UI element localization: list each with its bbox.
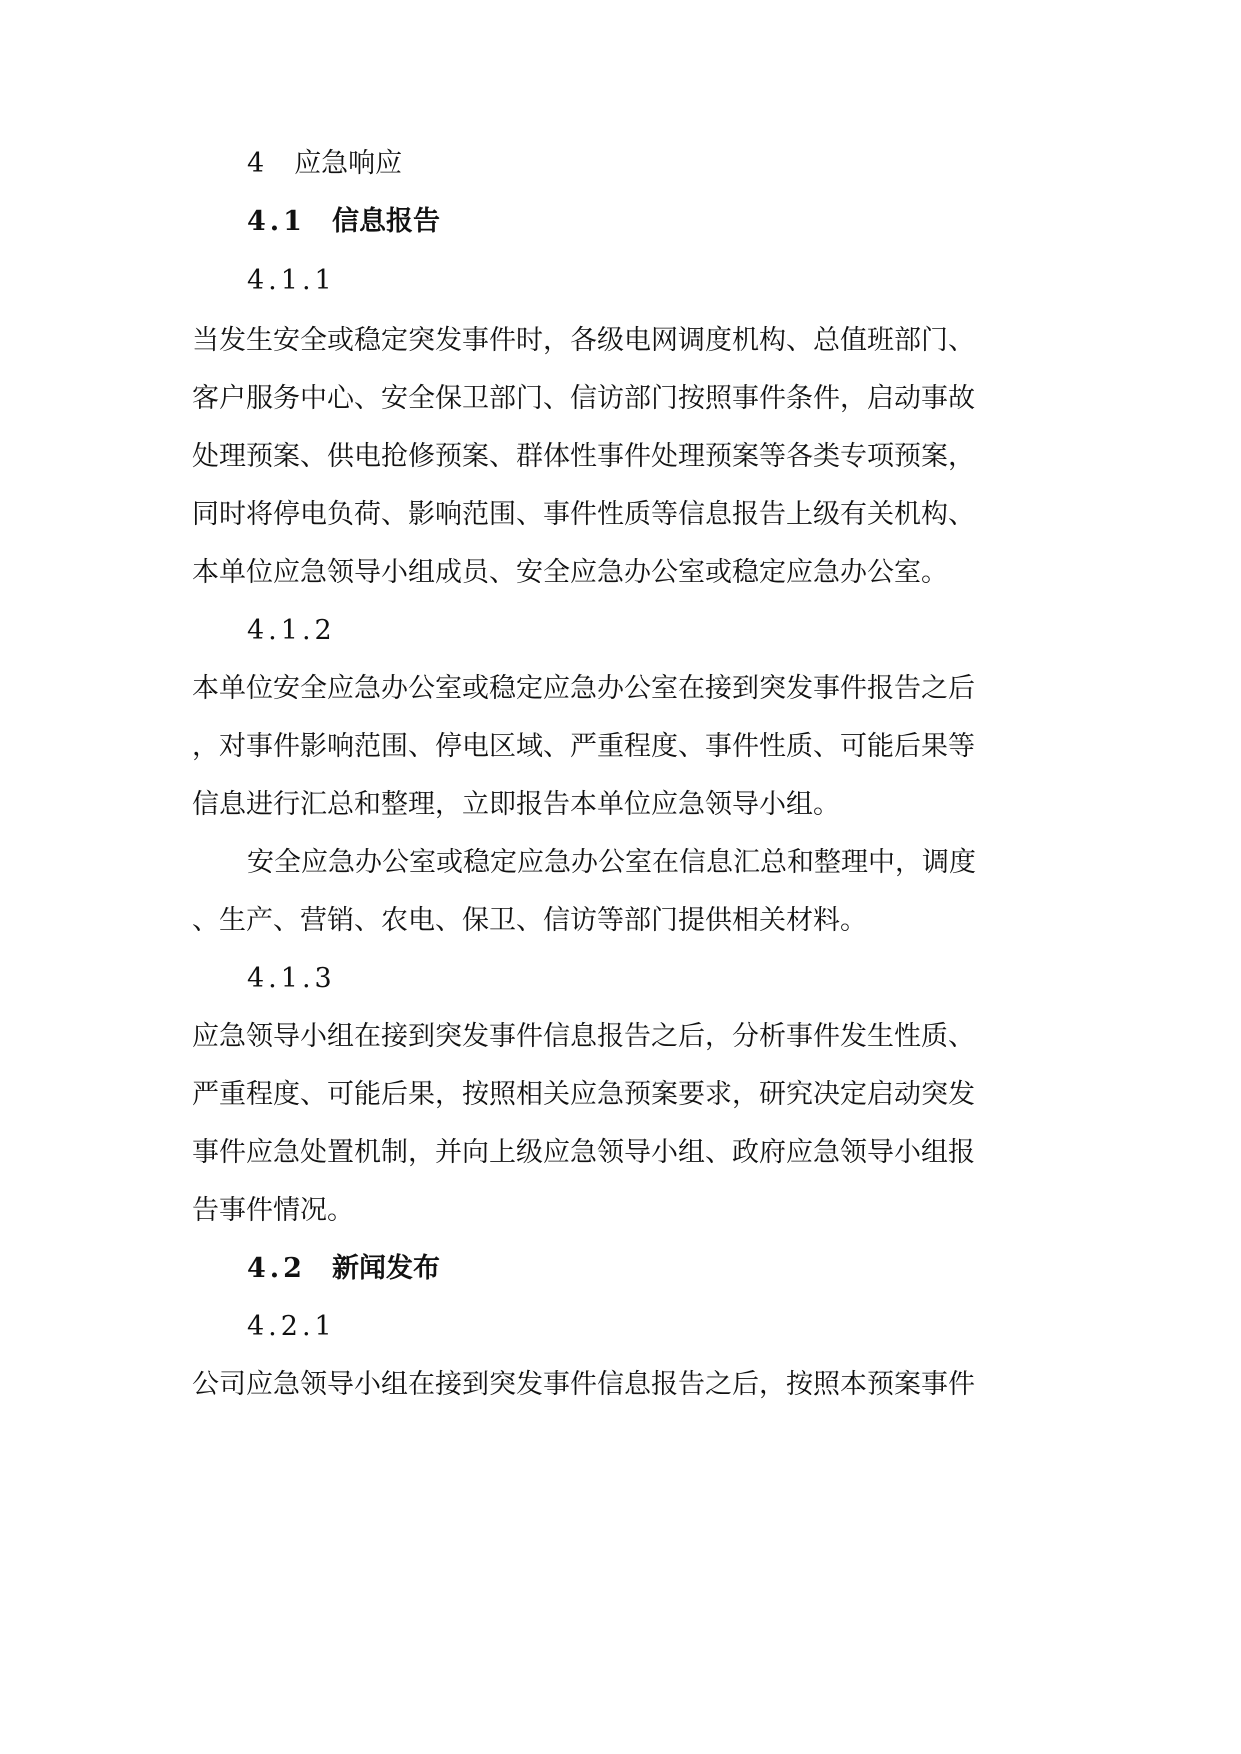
paragraph-line: 同时将停电负荷、影响范围、事件性质等信息报告上级有关机构、	[192, 499, 975, 530]
paragraph-line: 公司应急领导小组在接到突发事件信息报告之后，按照本预案事件	[192, 1369, 975, 1400]
heading-title: 新闻发布	[331, 1253, 440, 1284]
paragraph-line: 事件应急处置机制，并向上级应急领导小组、政府应急领导小组报	[192, 1137, 975, 1168]
paragraph-line: 本单位应急领导小组成员、安全应急办公室或稳定应急办公室。	[192, 557, 948, 588]
heading-4	[247, 144, 402, 184]
paragraph-line: 处理预案、供电抢修预案、群体性事件处理预案等各类专项预案，	[192, 441, 975, 472]
clause-number-4-1-1: 4.1.1	[247, 265, 336, 296]
clause-number-4-2-1: 4.2.1	[247, 1311, 336, 1342]
heading-number: 4	[247, 148, 269, 179]
heading-4-1	[247, 202, 440, 242]
heading-number: 4.1	[247, 206, 306, 237]
heading-title: 信息报告	[331, 206, 440, 237]
heading-4-2	[247, 1249, 440, 1289]
heading-title: 应急响应	[294, 148, 403, 179]
paragraph-line: 应急领导小组在接到突发事件信息报告之后，分析事件发生性质、	[192, 1021, 975, 1052]
paragraph-line: 严重程度、可能后果，按照相关应急预案要求，研究决定启动突发	[192, 1079, 975, 1110]
clause-number-4-1-2: 4.1.2	[247, 615, 336, 646]
paragraph-line: 本单位安全应急办公室或稳定应急办公室在接到突发事件报告之后	[192, 673, 975, 704]
paragraph-line: 当发生安全或稳定突发事件时，各级电网调度机构、总值班部门、	[192, 325, 975, 356]
heading-number: 4.2	[247, 1253, 306, 1284]
paragraph-line: 告事件情况。	[192, 1195, 354, 1226]
clause-number-4-1-3: 4.1.3	[247, 963, 336, 994]
paragraph-line: 客户服务中心、安全保卫部门、信访部门按照事件条件，启动事故	[192, 383, 975, 414]
paragraph-line: 信息进行汇总和整理，立即报告本单位应急领导小组。	[192, 789, 840, 820]
paragraph-line: 安全应急办公室或稳定应急办公室在信息汇总和整理中，调度	[247, 847, 976, 878]
paragraph-line: 、生产、营销、农电、保卫、信访等部门提供相关材料。	[192, 905, 867, 936]
paragraph-line: ，对事件影响范围、停电区域、严重程度、事件性质、可能后果等	[192, 731, 975, 762]
